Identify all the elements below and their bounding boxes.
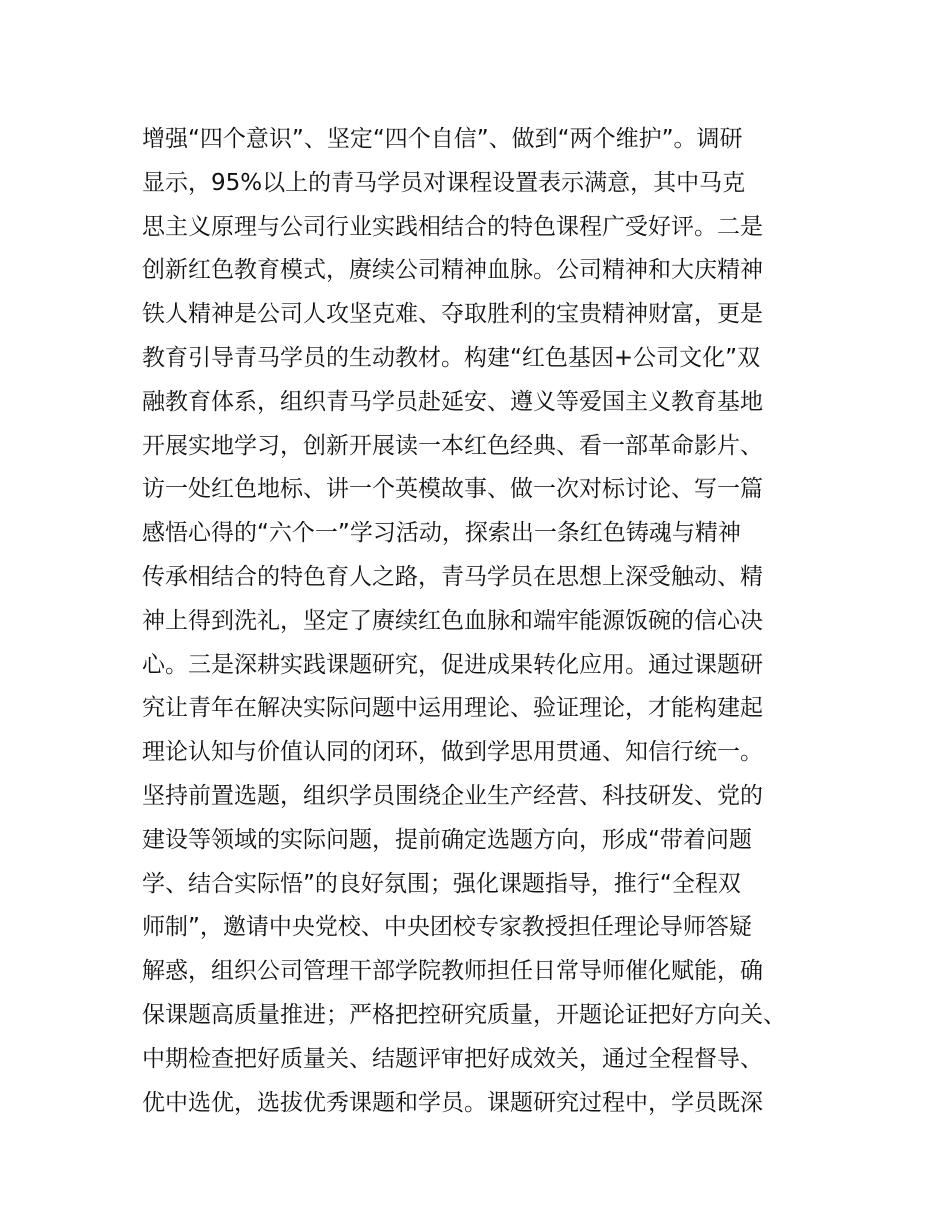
text-line: 建设等领域的实际问题，提前确定选题方向，形成“带着问题 [142, 826, 752, 853]
text-line: 感悟心得的“六个一”学习活动，探索出一条红色铸魂与精神 [142, 520, 741, 547]
text-line: 究让青年在解决实际问题中运用理论、验证理论，才能构建起 [142, 695, 763, 722]
text-line: 师制”，邀请中央党校、中央团校专家教授担任理论导师答疑 [142, 914, 752, 941]
text-line: 保课题高质量推进；严格把控研究质量，开题论证把好方向关、 [142, 1001, 786, 1028]
text-line: 心。三是深耕实践课题研究，促进成果转化应用。通过课题研 [142, 651, 763, 678]
text-line: 神上得到洗礼，坚定了赓续红色血脉和端牢能源饭碗的信心决 [142, 607, 763, 634]
text-line: 思主义原理与公司行业实践相结合的特色课程广受好评。二是 [142, 213, 763, 240]
text-line: 融教育体系，组织青马学员赴延安、遵义等爱国主义教育基地 [142, 388, 763, 415]
text-line: 显示，95%以上的青马学员对课程设置表示满意，其中马克 [142, 169, 746, 196]
text-line: 坚持前置选题，组织学员围绕企业生产经营、科技研发、党的 [142, 782, 763, 809]
text-line: 学、结合实际悟”的良好氛围；强化课题指导，推行“全程双 [142, 870, 741, 897]
text-line: 教育引导青马学员的生动教材。构建“红色基因+公司文化”双 [142, 344, 761, 371]
body-text [142, 118, 842, 1125]
text-line: 访一处红色地标、讲一个英模故事、做一次对标讨论、写一篇 [142, 476, 763, 503]
text-line: 理论认知与价值认同的闭环，做到学思用贯通、知信行统一。 [142, 739, 763, 766]
text-line: 开展实地学习，创新开展读一本红色经典、看一部革命影片、 [142, 432, 763, 459]
text-line: 解惑，组织公司管理干部学院教师担任日常导师催化赋能，确 [142, 958, 763, 985]
text-line: 铁人精神是公司人攻坚克难、夺取胜利的宝贵精神财富，更是 [142, 301, 763, 328]
text-line: 传承相结合的特色育人之路，青马学员在思想上深受触动、精 [142, 563, 763, 590]
text-line: 增强“四个意识”、坚定“四个自信”、做到“两个维护”。调研 [142, 126, 743, 152]
text-line: 中期检查把好质量关、结题评审把好成效关，通过全程督导、 [142, 1045, 763, 1072]
text-line: 创新红色教育模式，赓续公司精神血脉。公司精神和大庆精神 [142, 257, 763, 284]
text-line: 优中选优，选拔优秀课题和学员。课题研究过程中，学员既深 [142, 1089, 763, 1116]
